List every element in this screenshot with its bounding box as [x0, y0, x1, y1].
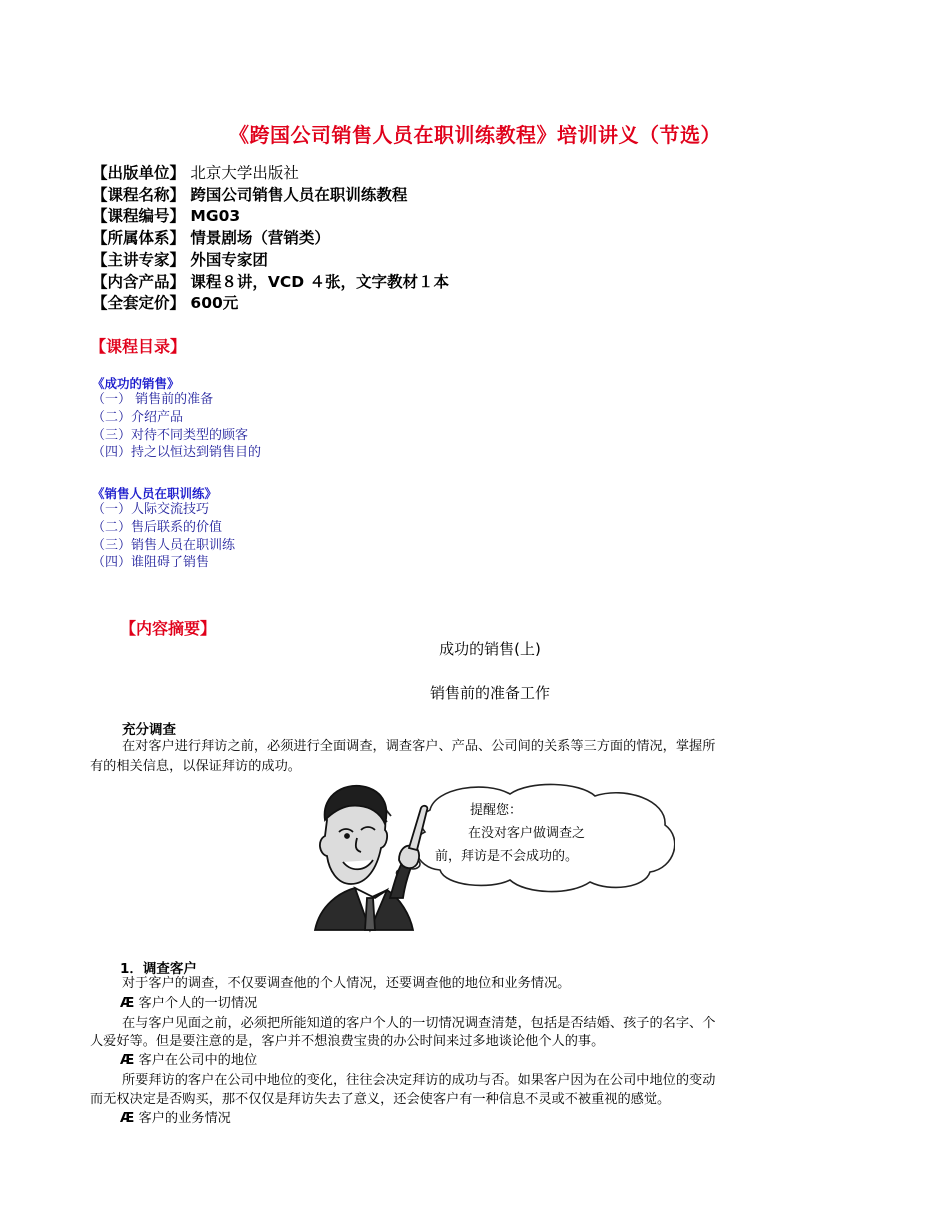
- bullet-icon: Æ: [120, 1111, 135, 1126]
- paragraph: 有的相关信息，以保证拜访的成功。: [90, 759, 301, 774]
- meta-label: 【出版单位】: [92, 164, 186, 182]
- meta-course-code: [92, 206, 449, 228]
- paragraph: 所要拜访的客户在公司中地位的变化，往往会决定拜访的成功与否。如果客户因为在公司中地位的变动: [122, 1073, 716, 1088]
- meta-value: 北京大学出版社: [190, 164, 299, 182]
- bubble-line-2: 在没对客户做调查之: [468, 826, 586, 841]
- sub-heading: 充分调查: [122, 722, 176, 738]
- toc-item[interactable]: （一） 销售前的准备: [92, 392, 214, 407]
- toc-item[interactable]: （四）持之以恒达到销售目的: [92, 445, 262, 461]
- paragraph: 人爱好等。但是要注意的是，客户并不想浪费宝贵的办公时间来过多地谈论他个人的事。: [90, 1034, 605, 1049]
- toc-item[interactable]: （四）谁阻碍了销售: [92, 555, 210, 571]
- section-title: 成功的销售(上): [439, 640, 541, 658]
- meta-label: 【所属体系】: [92, 229, 186, 248]
- bullet-icon: Æ: [120, 996, 135, 1011]
- bubble-line-1: 提醒您：: [470, 803, 523, 818]
- meta-label: 【全套定价】: [92, 294, 186, 313]
- meta-label: 【内含产品】: [92, 272, 186, 291]
- summary-heading: 【内容摘要】: [120, 619, 217, 638]
- meta-label: 【主讲专家】: [92, 250, 186, 269]
- toc-list: [92, 391, 261, 462]
- toc-section-title[interactable]: 《销售人员在职训练》: [92, 486, 218, 501]
- meta-value: 课程８讲，VCD ４张，文字教材１本: [190, 272, 450, 291]
- toc-item[interactable]: （三）对待不同类型的顾客: [92, 427, 249, 443]
- meta-publisher: [92, 163, 449, 185]
- document-title: 《跨国公司销售人员在职训练教程》培训讲义（节选）: [229, 123, 721, 147]
- bubble-line-3: 前，拜访是不会成功的。: [435, 849, 579, 864]
- meta-price: [92, 293, 449, 315]
- meta-value: 外国专家团: [190, 250, 268, 269]
- toc-section-title[interactable]: 《成功的销售》: [92, 376, 180, 391]
- toc-item[interactable]: （二）售后联系的价值: [92, 519, 223, 535]
- man-figure: [315, 786, 427, 930]
- paragraph: 在对客户进行拜访之前，必须进行全面调查，调查客户、产品、公司间的关系等三方面的情况，掌握所: [122, 739, 716, 754]
- toc-heading: 【课程目录】: [90, 337, 187, 356]
- paragraph: 对于客户的调查，不仅要调查他的个人情况，还要调查他的地位和业务情况。: [122, 976, 571, 991]
- meta-course-name: [92, 185, 449, 207]
- meta-label: 【课程名称】: [92, 185, 186, 204]
- toc-item[interactable]: （三）销售人员在职训练: [92, 537, 236, 553]
- meta-value: 600元: [190, 294, 239, 313]
- bullet-item: Æ 客户的业务情况: [120, 1111, 231, 1126]
- bullet-item: Æ 客户在公司中的地位: [120, 1053, 258, 1068]
- meta-system: [92, 228, 449, 250]
- meta-value: MG03: [190, 207, 241, 226]
- salesman-illustration: [295, 780, 675, 940]
- toc-item[interactable]: （二）介绍产品: [92, 409, 184, 425]
- meta-label: 【课程编号】: [92, 207, 186, 226]
- bullet-item: Æ 客户个人的一切情况: [120, 996, 258, 1011]
- bullet-icon: Æ: [120, 1053, 135, 1068]
- paragraph: 而无权决定是否购买，那不仅仅是拜访失去了意义，还会使客户有一种信息不灵或不被重视的感觉。: [90, 1092, 671, 1107]
- toc-list: [92, 501, 235, 572]
- meta-lecturer: [92, 250, 449, 272]
- course-info: [92, 163, 449, 315]
- meta-contents: [92, 272, 449, 294]
- meta-value: 情景剧场（营销类）: [190, 229, 330, 248]
- paragraph: 在与客户见面之前，必须把所能知道的客户个人的一切情况调查清楚，包括是否结婚、孩子的名字、个: [122, 1016, 716, 1031]
- section-subtitle: 销售前的准备工作: [429, 684, 550, 702]
- toc-item[interactable]: （一）人际交流技巧: [92, 502, 210, 517]
- heading-investigate-customer: 1．调查客户: [120, 961, 197, 977]
- meta-value: 跨国公司销售人员在职训练教程: [190, 185, 408, 204]
